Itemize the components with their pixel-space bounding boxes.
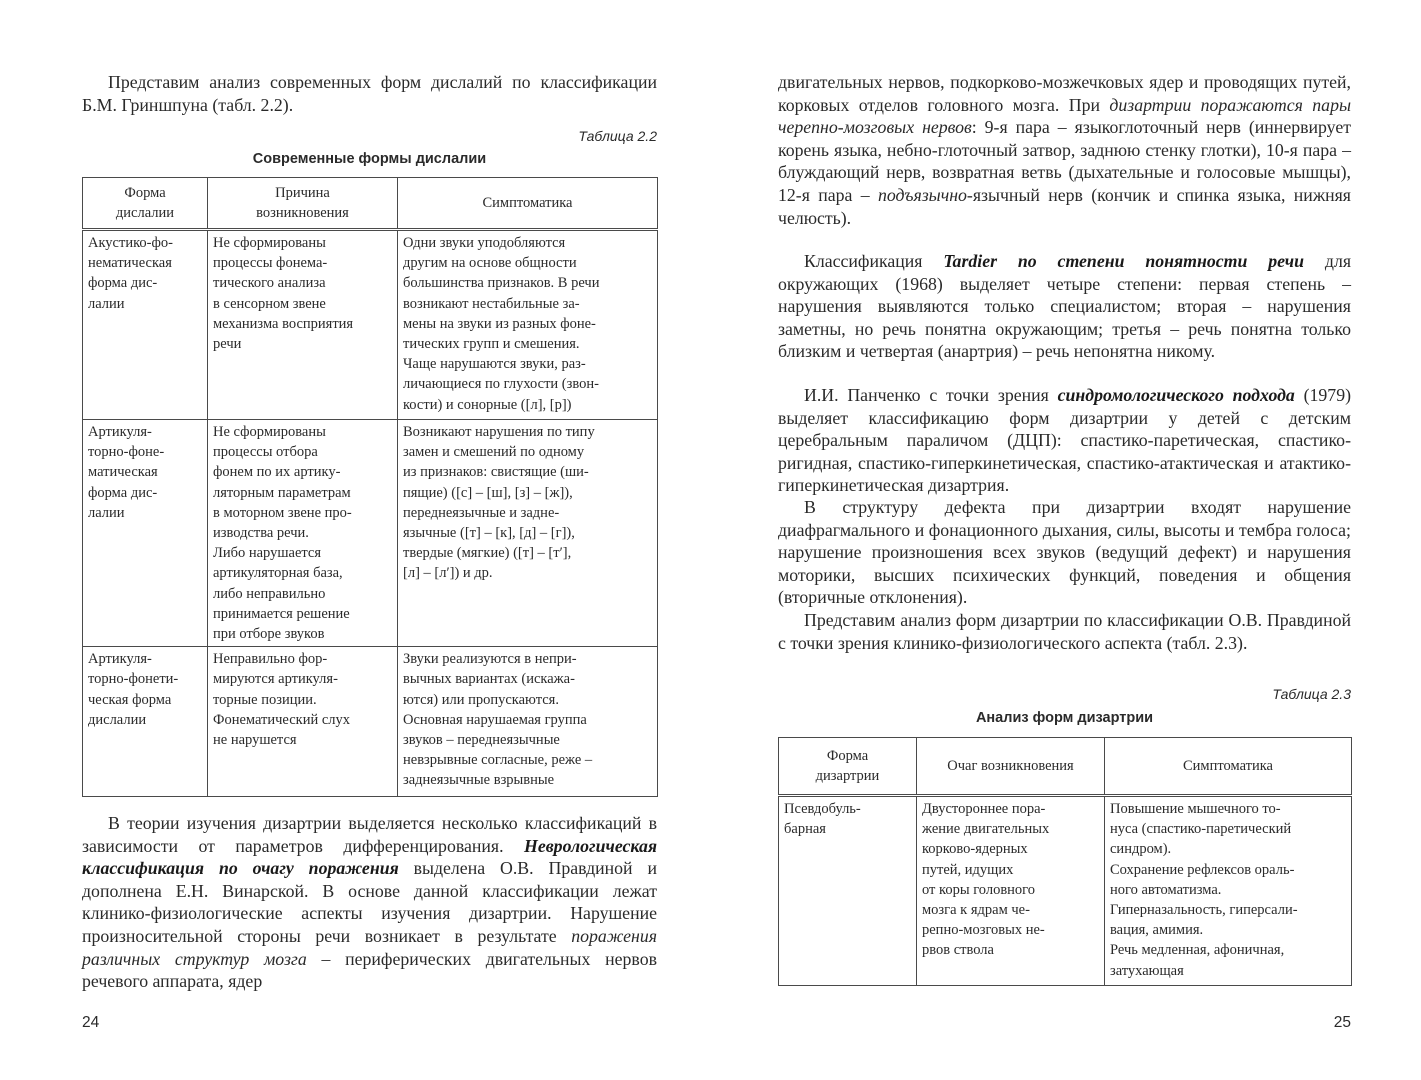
cell-text: Акустико-фо- нематическая форма дис- лалии — [88, 235, 173, 312]
page-number: 24 — [82, 1014, 100, 1031]
table-title: Современные формы дислалии — [252, 151, 487, 167]
cell-cause — [917, 796, 1105, 986]
table-container — [82, 177, 657, 797]
cell-cause — [208, 230, 398, 420]
body-paragraph: В структуру дефекта при дизартрии входят нарушение диафрагмального и фонационного дыхания, силы, высоты и тембра голоса; нарушение произношения всех звуков (ведущий дефект) и нарушения моторики, высших психических функций, поведения и общения (вторичные отклонения). — [778, 497, 1351, 608]
cell-symptoms — [398, 230, 658, 420]
header-text: Симптоматика — [1183, 757, 1273, 774]
cell-text: Возникают нарушения по типу замен и смешений по одному из признаков: свистящие (ши- пящие) ([с] – [ш], [з] – [ж]), переднеязычные и задне- язычные ([т] – [к], [д] – [г]), твердые (мягкие) ([т] – [т′], [л] – [л′]) и др. — [403, 424, 595, 582]
paragraph-text: И.И. Панченко с точки зрения — [804, 385, 1058, 405]
body-paragraph: Представим анализ форм дизартрии по классификации О.В. Правдиной с точки зрения клинико-физиологического аспекта (табл. 2.3). — [778, 610, 1351, 653]
bold-italic-term: Tardier по степени понятности речи — [943, 251, 1305, 271]
cell-symptoms — [398, 647, 658, 797]
table-header-cause — [917, 738, 1105, 796]
body-paragraph — [778, 250, 1351, 363]
cell-text: Одни звуки уподобляются другим на основе общности большинства признаков. В речи возникают нестабильные за- мены на звуки из разных фоне- тических групп и смешения. Чаще нарушаются звуки, раз- личающиеся по глухости (звон- кости) и сонорные ([л], [р]) — [403, 235, 600, 413]
cell-text: Артикуля- торно-фонети- ческая форма дислалии — [88, 651, 179, 728]
table-header-cause — [208, 178, 398, 230]
paragraph-text: (1979) выделяет классификацию форм дизартрии у детей с детским церебральным параличом (ДЦП): спастико-паретическая, спастико-ригидная, спастико-гиперкинетическая, спастико-атактическая и атактико-гиперкинетическая дизартрия. — [778, 385, 1352, 496]
header-text: Форма дислалии — [115, 184, 175, 221]
italic-term: подъязычно — [877, 184, 967, 205]
paragraph-text: выделена О.В. Правдиной и дополнена Е.Н. Винарской. В основе данной классификации лежат клинико-физиологические аспекты изучения дизартрии. Нарушение произносительной стороны речи возникает в результате — [82, 858, 657, 946]
paragraph-text: В теории изучения дизартрии выделяется несколько классификаций в зависимости от параметров дифференцирования. — [82, 813, 657, 856]
cell-text: Неправильно фор- мируются артикуля- торные позиции. Фонематический слух не нарушется — [213, 651, 351, 749]
bold-italic-term: синдромологического подхода — [1057, 385, 1295, 405]
forms-table — [82, 177, 658, 797]
italic-term: поражения различных структур мозга — [82, 925, 657, 969]
header-text: Форма дизартрии — [815, 747, 880, 784]
body-paragraph — [778, 71, 1351, 229]
table-header-form — [83, 178, 208, 230]
table-row — [83, 230, 658, 420]
table-container — [778, 737, 1351, 986]
header-text: Очаг возникновения — [947, 757, 1074, 774]
table-caption: Таблица 2.3 — [1272, 686, 1351, 702]
bold-italic-term: Неврологическая классификация по очагу поражения — [82, 835, 657, 879]
header-text: Причина возникновения — [256, 184, 349, 221]
paragraph-text: Классификация — [804, 251, 944, 271]
italic-term: дизартрии поражаются пары черепно-мозговых нервов — [778, 94, 1351, 138]
body-paragraph — [778, 384, 1351, 497]
cell-form — [83, 420, 208, 647]
body-paragraph — [82, 812, 657, 993]
paragraph-text: двигательных нервов, подкорково-мозжечковых ядер и проводящих путей, корковых отделов головного мозга. При — [778, 72, 1351, 115]
table-row — [779, 796, 1352, 986]
cell-cause — [208, 647, 398, 797]
dysarthria-table — [778, 737, 1352, 986]
paragraph-text: для окружающих (1968) выделяет четыре степени: первая степень – нарушения выявляются только специалистом; вторая – нарушения заметны, но речь понятна окружающим; третья – речь понятна только близким и четвертая (анартрия) – речь непонятна никому. — [778, 251, 1352, 362]
paragraph-text: -язычный нерв (кончик и спинка языка, нижняя челюсть). — [778, 184, 1351, 228]
left-page — [82, 0, 657, 1080]
table-title: Анализ форм дизартрии — [975, 710, 1154, 726]
table-caption: Таблица 2.2 — [578, 128, 657, 144]
cell-cause — [208, 420, 398, 647]
cell-text: Не сформированы процессы отбора фонем по их артику- ляторным параметрам в моторном звене про- изводства речи. Либо нарушается артикуляторная база, либо неправильно принимается решение при отборе звуков — [213, 424, 352, 643]
cell-symptoms — [398, 420, 658, 647]
paragraph-text: – периферических двигательных нервов речевого аппарата, ядер — [82, 948, 657, 992]
right-page — [778, 0, 1351, 1080]
header-text: Симптоматика — [482, 194, 573, 211]
cell-form — [83, 647, 208, 797]
cell-symptoms — [1105, 796, 1352, 986]
cell-form — [779, 796, 917, 986]
cell-text: Не сформированы процессы фонема- тического анализа в сенсорном звене механизма восприятия речи — [213, 235, 354, 353]
cell-text: Псевдобуль- барная — [784, 801, 861, 838]
cell-form — [83, 230, 208, 420]
table-header-form — [779, 738, 917, 796]
table-row — [83, 647, 658, 797]
table-header-symptoms — [1105, 738, 1352, 796]
table-header-symptoms — [398, 178, 658, 230]
cell-text: Артикуля- торно-фоне- матическая форма дис- лалии — [88, 424, 165, 521]
paragraph-text: : 9-я пара – языкоглоточный нерв (иннервирует корень языка, небно-глоточный затвор, заднюю стенку глотки), 10-я пара – блуждающий нерв, возвратная ветвь (дыхательные и голосовые мышцы), 12-я пара – — [778, 117, 1351, 205]
cell-text: Звуки реализуются в непри- вычных вариантах (искажа- ются) или пропускаются. Основная нарушаемая группа звуков – переднеязычные невзрывные согласные, реже – заднеязычные взрывные — [403, 651, 593, 789]
cell-text: Повышение мышечного то- нуса (спастико-паретический синдром). Сохранение рефлексов ораль- ного автоматизма. Гиперназальность, гиперсали- вация, амимия. Речь медленная, афоничная, затухающая — [1110, 801, 1298, 979]
page-number: 25 — [1333, 1014, 1351, 1031]
intro-paragraph: Представим анализ современных форм дислалий по классификации Б.М. Гриншпуна (табл. 2.2). — [82, 72, 657, 115]
cell-text: Двустороннее пора- жение двигательных корково-ядерных путей, идущих от коры головного мозга к ядрам че- репно-мозговых не- рвов ствола — [922, 801, 1050, 959]
table-row — [83, 420, 658, 647]
